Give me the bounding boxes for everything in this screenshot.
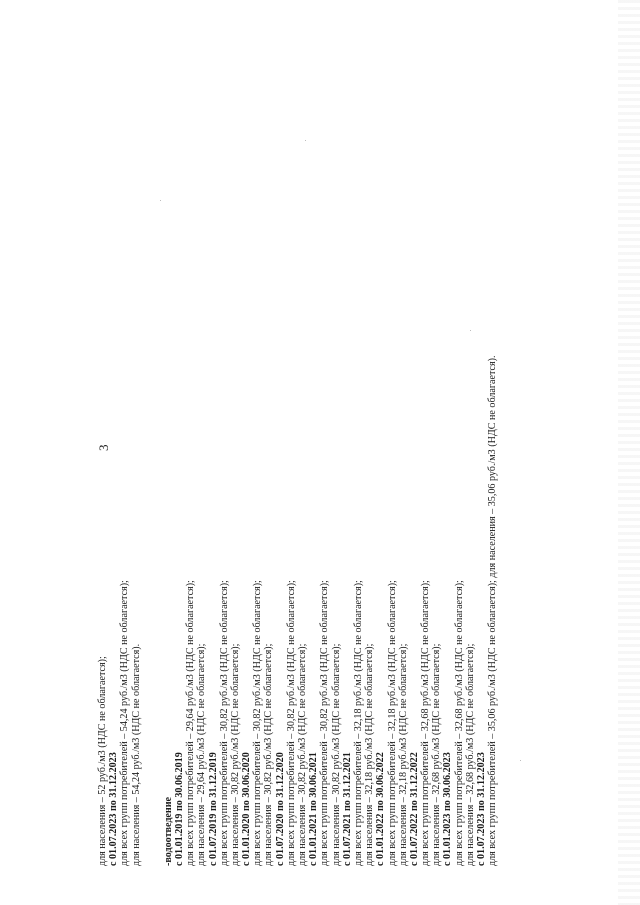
tariff-line: для всех групп потребителей – 30,82 руб./м3 (НДС не облагается); <box>285 580 297 866</box>
tariff-line: для всех групп потребителей – 30,82 руб./м3 (НДС не облагается); <box>218 580 230 866</box>
period-heading: с 01.01.2022 по 30.06.2022 <box>375 752 387 866</box>
period-heading: с 01.07.2023 по 31.12.2023 <box>476 752 487 866</box>
period-heading: с 01.07.2019 по 31.12.2019 <box>207 752 219 866</box>
period-heading: с 01.01.2020 по 30.06.2020 <box>241 752 253 866</box>
tariff-line: для всех групп потребителей – 32,18 руб./м3 (НДС не облагается); <box>386 580 398 866</box>
scan-edge-noise <box>618 0 640 905</box>
tariff-line: для всех групп потребителей – 29,64 руб./м3 (НДС не облагается); <box>185 580 197 866</box>
tariff-line: для населения – 29,64 руб./м3 (НДС не облагается); <box>196 643 208 866</box>
period-heading: с 01.07.2023 по 31.12.2023 <box>108 752 120 866</box>
period-heading: с 01.07.2021 по 31.12.2021 <box>341 752 353 866</box>
tariff-line: для населения – 30,82 руб./м3 (НДС не облагается); <box>330 643 342 866</box>
intro-block <box>97 355 142 866</box>
period-heading: с 01.07.2020 по 31.12.2020 <box>274 752 286 866</box>
tariff-line: для населения – 30,82 руб./м3 (НДС не облагается); <box>229 643 241 866</box>
tariff-line: для населения – 54,24 руб./м3 (НДС не облагается). <box>130 643 142 866</box>
tariff-line: для всех групп потребителей – 35,06 руб./м3 (НДС не облагается); для населения – 35,06 руб./м3 (НДС не облагается). <box>487 355 499 866</box>
period-heading: с 01.01.2023 по 30.06.2023 <box>442 752 454 866</box>
tariff-line: для всех групп потребителей – 32,18 руб./м3 (НДС не облагается); <box>352 580 364 866</box>
tariff-line: для всех групп потребителей – 32,68 руб./м3 (НДС не облагается); <box>453 580 465 866</box>
tariff-line: для всех групп потребителей – 30,82 руб./м3 (НДС не облагается); <box>252 580 264 866</box>
tariff-line: для населения – 32,18 руб./м3 (НДС не облагается); <box>397 643 409 866</box>
tariff-line: для всех групп потребителей – 54,24 руб./м3 (НДС не облагается); <box>119 580 131 866</box>
tariff-line: для всех групп потребителей – 32,68 руб./м3 (НДС не облагается); <box>420 580 432 866</box>
tariff-block <box>174 355 498 866</box>
tariff-line: для всех групп потребителей – 30,82 руб./м3 (НДС не облагается); <box>319 580 331 866</box>
rotated-document-page <box>97 66 617 866</box>
section-title: -водоотведение <box>162 796 174 866</box>
tariff-line: для населения – 30,82 руб./м3 (НДС не облагается); <box>297 643 308 866</box>
tariff-line: для населения – 32,68 руб./м3 (НДС не облагается); <box>431 643 443 866</box>
paragraph-gap <box>142 355 163 866</box>
period-heading: с 01.07.2022 по 31.12.2022 <box>408 752 420 866</box>
tariff-line: для населения – 32,18 руб./м3 (НДС не облагается); <box>364 643 376 866</box>
period-heading: с 01.01.2021 по 30.06.2021 <box>308 752 320 866</box>
page-number: 3 <box>96 444 111 451</box>
tariff-line: для населения – 32,68 руб./м3 (НДС не облагается); <box>464 643 476 866</box>
document-body <box>97 355 498 866</box>
period-heading: с 01.01.2019 по 30.06.2019 <box>173 752 185 866</box>
tariff-line: для населения – 30,82 руб./м3 (НДС не облагается); <box>263 643 275 866</box>
tariff-line: для населения – 52 руб./м3 (НДС не облагается); <box>97 656 108 866</box>
